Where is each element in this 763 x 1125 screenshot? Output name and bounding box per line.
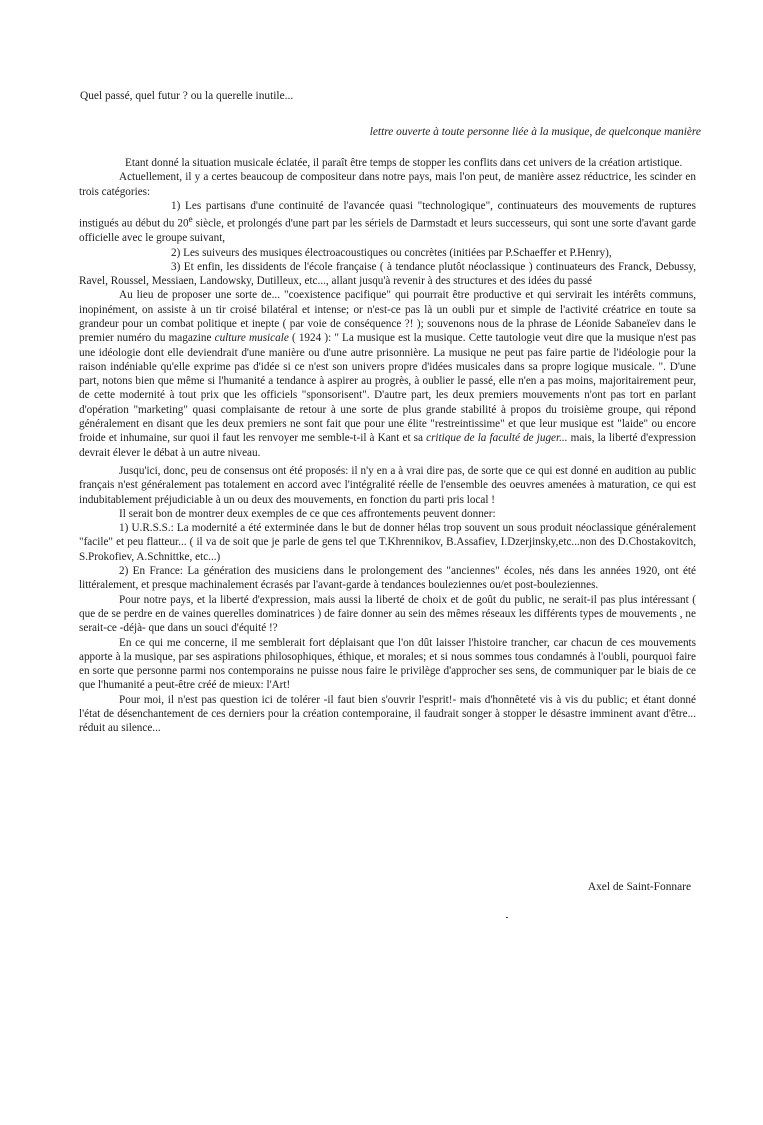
paragraph-examples-intro: Il serait bon de montrer deux exemples de ce que ces affrontements peuvent donner:	[119, 507, 496, 520]
letter-title: Quel passé, quel futur ? ou la querelle inutile...	[80, 90, 294, 102]
century-superscript: e	[188, 215, 193, 226]
paragraph-freedom: Pour notre pays, et la liberté d'expression, mais aussi la liberté de choix et de goût du public, ne serait-il pas plus intéressant ( que de se perdre en de vaines querelles dominatrices ) de faire donner au sein des mêmes réseaux les différents types de mouvements , ne serait-ce -déjà- que dans un souci d'équité !?	[79, 593, 696, 635]
paragraph-consensus: Jusqu'ici, donc, peu de consensus ont été proposés: il n'y en a à vrai dire pas, de sorte que ce qui est donné en audition au public français n'est généralement pas totalement en accord avec l'intégralité réelle de l'ensemble des oeuvres amenées à maturation, ce qui est indubitablement préjudiciable à un ou deux des mouvements, en fonction du parti pris local !	[79, 464, 696, 506]
scan-speck	[506, 917, 508, 918]
paragraph-category-1-text-b: siècle, et prolongés d'une part par les sériels de Darmstadt et leurs successeurs, qui sont une sorte d'avant garde officielle avec le groupe suivant,	[79, 217, 696, 245]
paragraph-coexistence-text-b: ( 1924 ): " La musique est la musique. Cette tautologie veut dire que la musique n'est pas une idéologie dont elle deviendrait d'une manière ou d'une autre prisonnière. La musique ne peut pas faire partie de l'idéologie pour la raison indéniable qu'elle exprime pas d'idée si ce n'est son univers propre d'idées musicales dans sa propre logique musicale. ". D'une part, notons bien que même si l'humanité a tendance à aspirer au progrès, à oublier le passé, elle n'en a pas moins, majoritairement peur, de cette modernité à tout prix que les officiels "sponsorisent". D'autre part, les deux premiers mouvements n'ont pas tort en parlant d'opération "marketing" quasi complaisante de retour à une sorte de plus grande stabilité à propos du troisième groupe, qui répond généralement en disant que les deux premiers ne sont fait que pour une élite "restreintissime" et que leur musique est "laide" ou encore froide et inhumaine, sur quoi il faut les renvoyer me semble-t-il à Kant et sa	[79, 332, 697, 445]
paragraph-coexistence-text-a: Au lieu de proposer une sorte de... "coexistence pacifique" qui pourrait être productive et qui servirait les intérêts communs, inopinément, on assiste à un tir croisé bilatéral et intense; or n'est-ce pas là un oubli pur et simple de l'activité créatrice en toute sa grandeur pour un combat politique et inepte ( par voie de conséquence ?! ); souvenons nous de la phrase de Léonide Sabaneïev dans le premier numéro du magazine	[79, 289, 696, 345]
paragraph-example-france: 2) En France: La génération des musiciens dans le prolongement des "anciennes" écoles, nés dans les années 1920, ont été littéralement, et presque machinalement écrasés par l'avant-garde à tendances bouleziennes ou/et post-bouleziennes.	[79, 565, 696, 592]
paragraph-example-urss: 1) U.R.S.S.: La modernité a été exterminée dans le but de donner hélas trop souvent un sous produit néoclassique généralement "facile" et peu flatteur... ( il va de soit que je parle de gens tel que T.Khrennikov, B.Assafiev, I.Dzerjinsky,etc...non des D.Chostakovitch, S.Prokofiev, A.Schnittke, etc...)	[79, 522, 696, 563]
paragraph-category-2: 2) Les suiveurs des musiques électroacoustiques ou concrètes (initiées par P.Schaeffer et P.Henry),	[171, 246, 612, 259]
signature: Axel de Saint-Fonnare	[587, 881, 691, 893]
letter-subtitle: lettre ouverte à toute personne liée à la musique, de quelconque manière	[369, 126, 701, 138]
magazine-title: culture musicale	[214, 332, 289, 345]
paragraph-conclusion: Pour moi, il n'est pas question ici de tolérer -il faut bien s'ouvrir l'esprit!- mais d'honnêteté vis à vis du public; et étant donné l'état de désenchantement de ces derniers pour la création contemporaine, il faudrait songer à stopper le désastre imminent avant d'être... réduit au silence...	[79, 693, 696, 735]
paragraph-category-1-text-a: 1) Les partisans d'une continuité de l'avancée quasi "technologique", continuateurs des mouvements de ruptures instigués au début du 20	[79, 199, 696, 230]
paragraph-category-3: 3) Et enfin, les dissidents de l'école française ( à tendance plutôt néoclassique ) continuateurs des Franck, Debussy, Ravel, Roussel, Messiaen, Landowsky, Dutilleux, etc..., allant jusqu'à revenir à des structures et des idées du passé	[79, 260, 696, 288]
paragraph-history: En ce qui me concerne, il me semblerait fort déplaisant que l'on dût laisser l'histoire trancher, car chacun de ces mouvements apporte à la musique, par ses aspirations philosophiques, éthique, et morales; et si nous sommes tous condamnés à l'oubli, pourquoi faire en sorte que personne parmi nos contemporains ne puisse nous faire le privilège d'approcher ses sens, de communiquer par le biais de ce que l'humanité a peut-être créé de mieux: l'Art!	[79, 636, 696, 692]
letter-body	[79, 156, 696, 736]
paragraph-2: Actuellement, il y a certes beaucoup de compositeur dans notre pays, mais l'on peut, de manière assez réductrice, les scinder en trois catégories:	[79, 171, 696, 198]
kant-work-title: critique de la faculté de juger...	[426, 432, 568, 445]
paragraph-coexistence-text-c: mais, la liberté d'expression devrait élever le débat à un autre niveau.	[79, 432, 697, 459]
paragraph-coexistence	[79, 288, 696, 460]
paragraph-category-1	[79, 199, 696, 246]
paragraph-1: Etant donné la situation musicale éclatée, il paraît être temps de stopper les conflits dans cet univers de la création artistique.	[125, 157, 683, 169]
